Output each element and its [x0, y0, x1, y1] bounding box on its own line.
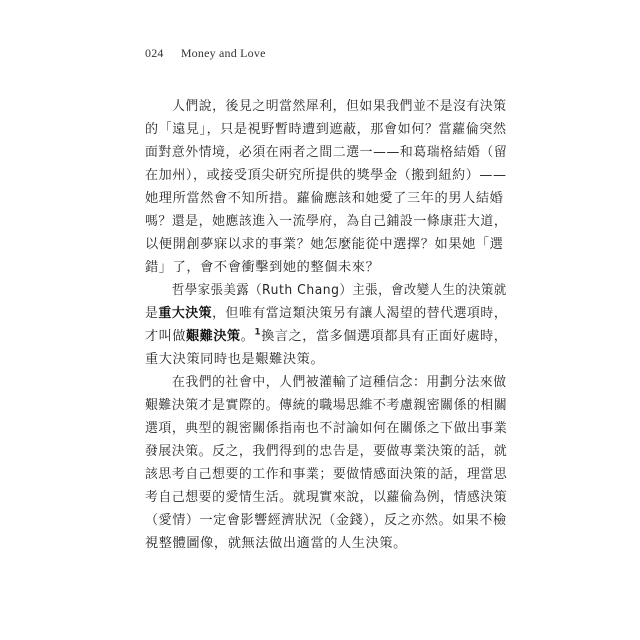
term-major-decision: 重大決策	[158, 306, 213, 321]
paragraph-3-line-8: 視整體圖像，就無法做出適當的人生決策。	[145, 536, 407, 551]
paragraph-1-line-7: 以便開創夢寐以求的事業？她怎麼能從中選擇？如果她「選	[145, 237, 504, 252]
paragraph-1-line-3: 面對意外情境，必須在兩者之間二選一——和葛瑞格結婚（留	[145, 145, 508, 160]
book-title: Money and Love	[180, 46, 266, 60]
paragraph-3-line-7: （愛情）一定會影響經濟狀況（金錢），反之亦然。如果不檢	[145, 513, 507, 528]
paragraph-1-line-4: 在加州），或接受頂尖研究所提供的獎學金（搬到紐約）——	[145, 168, 507, 183]
paragraph-2-line-2-end: ，但唯有當這類決策另有讓人渴望的替代選項時，	[212, 306, 508, 321]
paragraph-3-line-4: 發展決策。反之，我們得到的忠告是，要做專業決策的話，就	[145, 444, 508, 459]
footnote-marker: 1	[254, 327, 262, 338]
paragraph-2-line-2-start: 是	[145, 306, 159, 321]
paragraph-2-line-3-start: 才叫做	[145, 329, 187, 344]
paragraph-2-line-1: 哲學家張美露（Ruth Chang）主張，會改變人生的決策就	[172, 283, 507, 298]
paragraph-3-line-1: 在我們的社會中，人們被灌輸了這種信念：用劃分法來做	[172, 375, 507, 390]
paragraph-3-line-5: 該思考自己想要的工作和事業；要做情感面決策的話，理當思	[145, 467, 508, 482]
paragraph-2-line-4: 重大決策同時也是艱難決策。	[145, 352, 325, 367]
paragraph-3-line-6: 考自己想要的愛情生活。就現實來說，以蘿倫為例，情感決策	[145, 490, 508, 505]
paragraph-1-line-2: 的「遠見」，只是視野暫時遭到遮蔽，那會如何？當蘿倫突然	[145, 122, 507, 137]
paragraph-2-line-3-end: 換言之，當多個選項都具有正面好處時，	[261, 329, 508, 344]
paragraph-3-line-3: 選項，典型的親密關係指南也不討論如何在關係之下做出事業	[145, 421, 508, 436]
term-hard-decision: 艱難決策	[186, 329, 241, 344]
page-number: 024	[145, 46, 164, 60]
paragraph-3-line-2: 艱難決策才是實際的。傳統的職場思維不考慮親密關係的相關	[145, 398, 508, 413]
paragraph-2-line-3	[145, 328, 507, 346]
paragraph-2-line-2	[145, 305, 507, 323]
paragraph-1-line-5: 她理所當然會不知所措。蘿倫應該和她愛了三年的男人結婚	[145, 191, 504, 206]
paragraph-2-line-3-period: 。	[240, 329, 255, 344]
paragraph-1-line-6: 嗎？還是，她應該進入一流學府，為自己鋪設一條康莊大道，	[145, 214, 508, 229]
paragraph-1-line-8: 錯」了，會不會衝擊到她的整個未來？	[145, 260, 380, 275]
running-head	[145, 46, 266, 61]
paragraph-1-line-1: 人們說，後見之明當然犀利，但如果我們並不是沒有決策	[172, 99, 507, 114]
